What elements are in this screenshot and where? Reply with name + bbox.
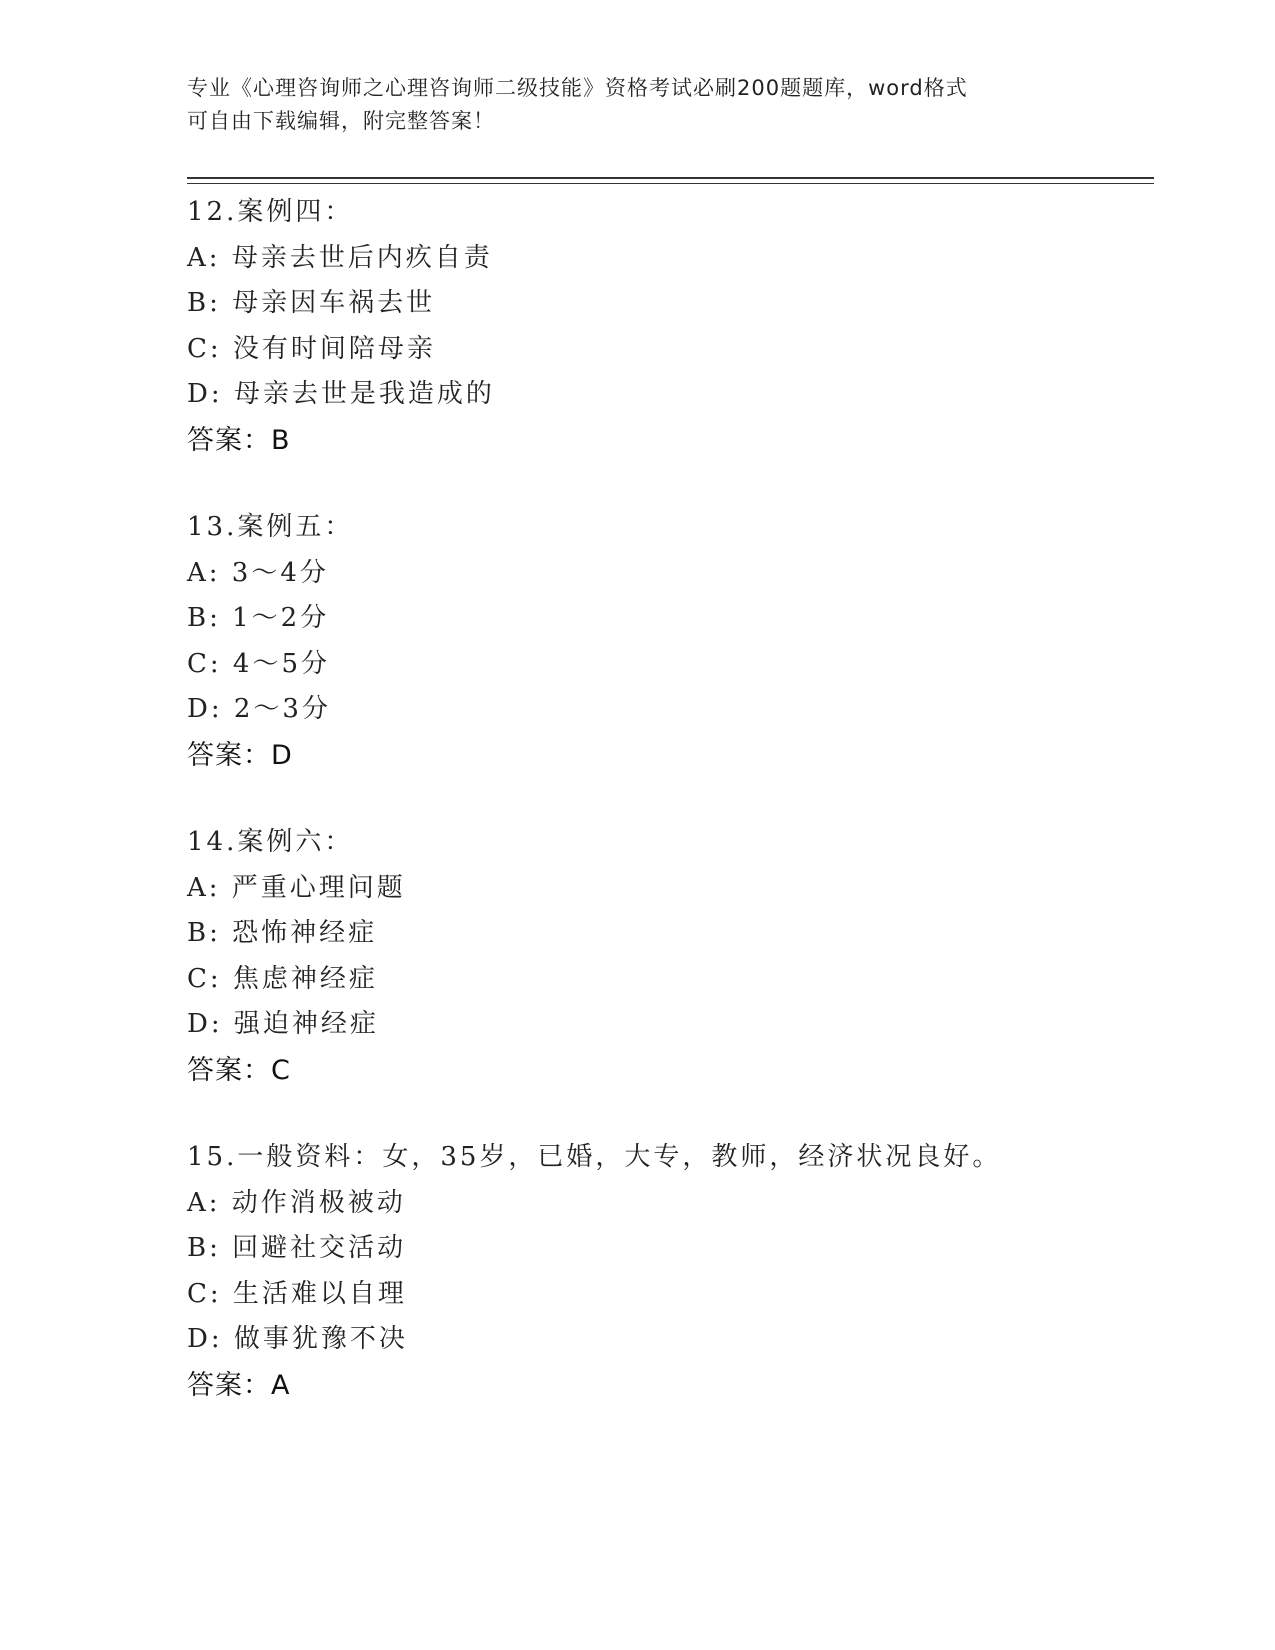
header-divider-thin [187,183,1154,184]
question-stem: 12.案例四： [187,197,354,227]
answer-line: 答案：D [187,739,293,771]
option-c: C: 生活难以自理 [187,1278,407,1309]
header-title-line-1: 专业《心理咨询师之心理咨询师二级技能》资格考试必刷200题题库，word格式 [187,76,968,100]
question-15 [187,1135,1147,1408]
question-14 [187,820,1147,1093]
question-13 [187,505,1147,778]
option-d: D: 2～3分 [187,694,331,724]
question-stem: 14.案例六： [187,827,354,857]
header-title-line-2: 可自由下载编辑，附完整答案！ [187,109,495,133]
option-c: C: 4～5分 [187,648,331,679]
question-stem: 13.案例五： [187,512,354,542]
option-b: B: 回避社交活动 [187,1233,407,1263]
option-d: D: 母亲去世是我造成的 [187,379,495,409]
option-b: B: 1～2分 [187,603,330,633]
answer-line: 答案：B [187,424,291,456]
option-a: A: 3～4分 [187,557,329,588]
option-b: B: 母亲因车祸去世 [187,288,436,318]
header-divider-thick [187,177,1154,179]
option-a: A: 母亲去世后内疚自责 [187,242,493,273]
option-d: D: 强迫神经症 [187,1009,379,1039]
question-12 [187,190,1147,463]
option-c: C: 没有时间陪母亲 [187,333,436,364]
question-list [187,190,1147,1450]
answer-line: 答案：C [187,1054,291,1086]
option-d: D: 做事犹豫不决 [187,1324,408,1354]
answer-line: 答案：A [187,1369,291,1401]
option-a: A: 严重心理问题 [187,872,406,903]
question-stem: 15.一般资料：女，35岁，已婚，大专，教师，经济状况良好。 [187,1142,1002,1172]
option-c: C: 焦虑神经症 [187,963,378,994]
option-b: B: 恐怖神经症 [187,918,378,948]
option-a: A: 动作消极被动 [187,1187,406,1218]
document-header [187,72,1087,138]
